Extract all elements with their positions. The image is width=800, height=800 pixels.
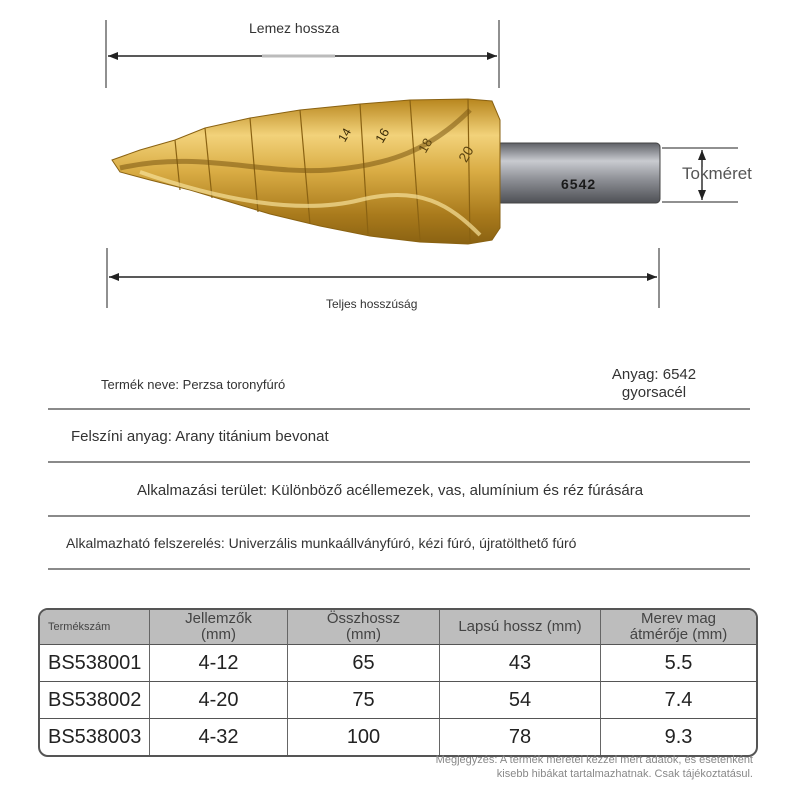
shank-size-label: Tokméret bbox=[682, 164, 752, 183]
drill-step-body bbox=[112, 99, 500, 244]
cell-shank-diameter: 5.5 bbox=[601, 645, 756, 682]
header-blade-length: Lapsú hossz (mm) bbox=[440, 610, 601, 645]
cell-specification: 4-12 bbox=[150, 645, 288, 682]
cell-total-length: 65 bbox=[288, 645, 440, 682]
drill-bit-diagram bbox=[0, 0, 800, 330]
cell-specification: 4-32 bbox=[150, 719, 288, 755]
cell-blade-length: 43 bbox=[440, 645, 601, 682]
header-specification bbox=[150, 610, 288, 645]
cell-blade-length: 78 bbox=[440, 719, 601, 755]
material bbox=[598, 366, 710, 402]
application-area: Alkalmazási terület: Különböző acéllemezek, vas, alumínium és réz fúrására bbox=[137, 482, 644, 499]
total-length-label: Teljes hosszúság bbox=[326, 297, 418, 311]
cell-product-number: BS538003 bbox=[40, 719, 150, 755]
product-name: Termék neve: Perzsa toronyfúró bbox=[101, 377, 286, 392]
step-mark-16: 16 bbox=[372, 125, 393, 146]
measurement-note bbox=[436, 753, 753, 781]
header-total-length bbox=[288, 610, 440, 645]
header-product-number: Termékszám bbox=[40, 610, 150, 645]
cell-specification: 4-20 bbox=[150, 682, 288, 719]
material-line-1: Anyag: 6542 bbox=[611, 366, 697, 383]
table-header-row bbox=[40, 610, 756, 645]
table-row bbox=[40, 719, 756, 755]
spec-table bbox=[38, 608, 758, 757]
material-line-2: gyorsacél bbox=[621, 384, 687, 401]
header-specification-text: Jellemzők (mm) bbox=[185, 610, 252, 643]
divider bbox=[48, 408, 750, 410]
cell-total-length: 100 bbox=[288, 719, 440, 755]
header-shank-diameter bbox=[601, 610, 756, 645]
divider bbox=[48, 515, 750, 517]
cell-total-length: 75 bbox=[288, 682, 440, 719]
cell-product-number: BS538001 bbox=[40, 645, 150, 682]
sheet-length-label: Lemez hossza bbox=[249, 20, 340, 36]
applicable-equipment: Alkalmazható felszerelés: Univerzális munkaállványfúró, kézi fúró, újratölthető fúró bbox=[66, 535, 577, 551]
cell-product-number: BS538002 bbox=[40, 682, 150, 719]
divider bbox=[48, 461, 750, 463]
table-row bbox=[40, 645, 756, 682]
cell-shank-diameter: 7.4 bbox=[601, 682, 756, 719]
shank-marking: 6542 bbox=[561, 176, 597, 192]
cell-shank-diameter: 9.3 bbox=[664, 725, 693, 748]
note-line-2: kisebb hibákat tartalmazhatnak. Csak tájékoztatásul. bbox=[496, 768, 753, 780]
surface-material: Felszíni anyag: Arany titánium bevonat bbox=[71, 428, 329, 445]
step-mark-20: 20 bbox=[454, 143, 477, 165]
divider bbox=[48, 568, 750, 570]
drill-shank bbox=[497, 143, 660, 203]
note-line-1: Megjegyzés: A termék méretei kézzel mért adatok, és esetenként bbox=[435, 754, 753, 766]
table-row bbox=[40, 682, 756, 719]
cell-blade-length: 54 bbox=[440, 682, 601, 719]
header-shank-diameter-text: Merev mag átmérője (mm) bbox=[629, 610, 728, 643]
header-total-length-text: Összhossz (mm) bbox=[326, 610, 401, 643]
step-mark-14: 14 bbox=[335, 125, 355, 145]
step-mark-18: 18 bbox=[415, 135, 436, 156]
